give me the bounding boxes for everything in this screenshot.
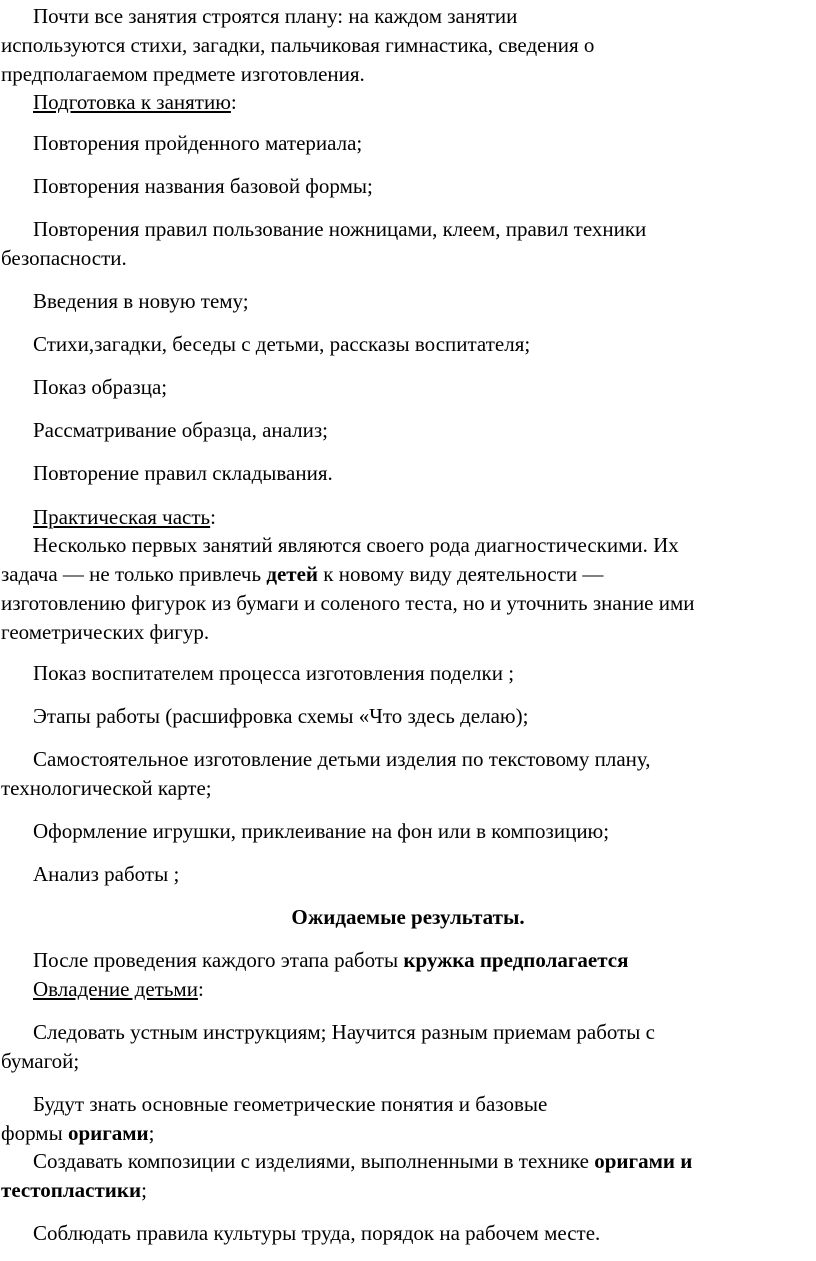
list-item: Анализ работы ; (33, 862, 180, 886)
list-item: Показ воспитателем процесса изготовления поделки ; (33, 661, 515, 685)
rules-line-1: Повторения правил пользование ножницами, клеем, правил техники (33, 217, 647, 241)
follow-line-2: бумагой; (1, 1049, 80, 1073)
list-item: Показ образца; (33, 375, 168, 399)
list-item: Повторения пройденного материала; (33, 131, 363, 155)
follow-line-1: Следовать устным инструкциям; Научится разным приемам работы с (33, 1020, 655, 1044)
results-heading: Ожидаемые результаты. (291, 905, 525, 929)
list-item: Стихи,загадки, беседы с детьми, рассказы воспитателя; (33, 332, 531, 356)
diagnostic-line-3: изготовлению фигурок из бумаги и соленого теста, но и уточнить знание ими (1, 591, 695, 615)
create-line-1: Создавать композиции с изделиями, выполненными в технике оригами и (33, 1149, 693, 1173)
last-line: Соблюдать правила культуры труда, порядок на рабочем месте. (33, 1221, 601, 1245)
list-item: Введения в новую тему; (33, 289, 249, 313)
list-item: Рассматривание образца, анализ; (33, 418, 329, 442)
self-work-line-2: технологической карте; (1, 776, 212, 800)
diagnostic-line-2: задача — не только привлечь детей к новому виду деятельности — (1, 562, 604, 586)
intro-line-1: Почти все занятия строятся плану: на каждом занятии (33, 4, 518, 28)
list-item: Этапы работы (расшифровка схемы «Что здесь делаю); (33, 704, 529, 728)
create-line-2: тестопластики; (1, 1178, 147, 1202)
after-line: После проведения каждого этапа работы кружка предполагается (33, 948, 629, 972)
mastery-heading: Овладение детьми: (33, 977, 204, 1001)
diagnostic-line-4: геометрических фигур. (1, 620, 210, 644)
rules-line-2: безопасности. (1, 246, 127, 270)
know-line-2: формы оригами; (1, 1121, 155, 1145)
list-item: Оформление игрушки, приклеивание на фон или в композицию; (33, 819, 610, 843)
know-line-1: Будут знать основные геометрические понятия и базовые (33, 1092, 548, 1116)
self-work-line-1: Самостоятельное изготовление детьми изделия по текстовому плану, (33, 747, 651, 771)
preparation-heading: Подготовка к занятию: (33, 90, 237, 114)
list-item: Повторения названия базовой формы; (33, 174, 373, 198)
practical-heading: Практическая часть: (33, 505, 216, 529)
intro-line-2: используются стихи, загадки, пальчиковая гимнастика, сведения о (1, 33, 595, 57)
diagnostic-line-1: Несколько первых занятий являются своего рода диагностическими. Их (33, 533, 679, 557)
intro-line-3: предполагаемом предмете изготовления. (1, 62, 365, 86)
list-item: Повторение правил складывания. (33, 461, 333, 485)
